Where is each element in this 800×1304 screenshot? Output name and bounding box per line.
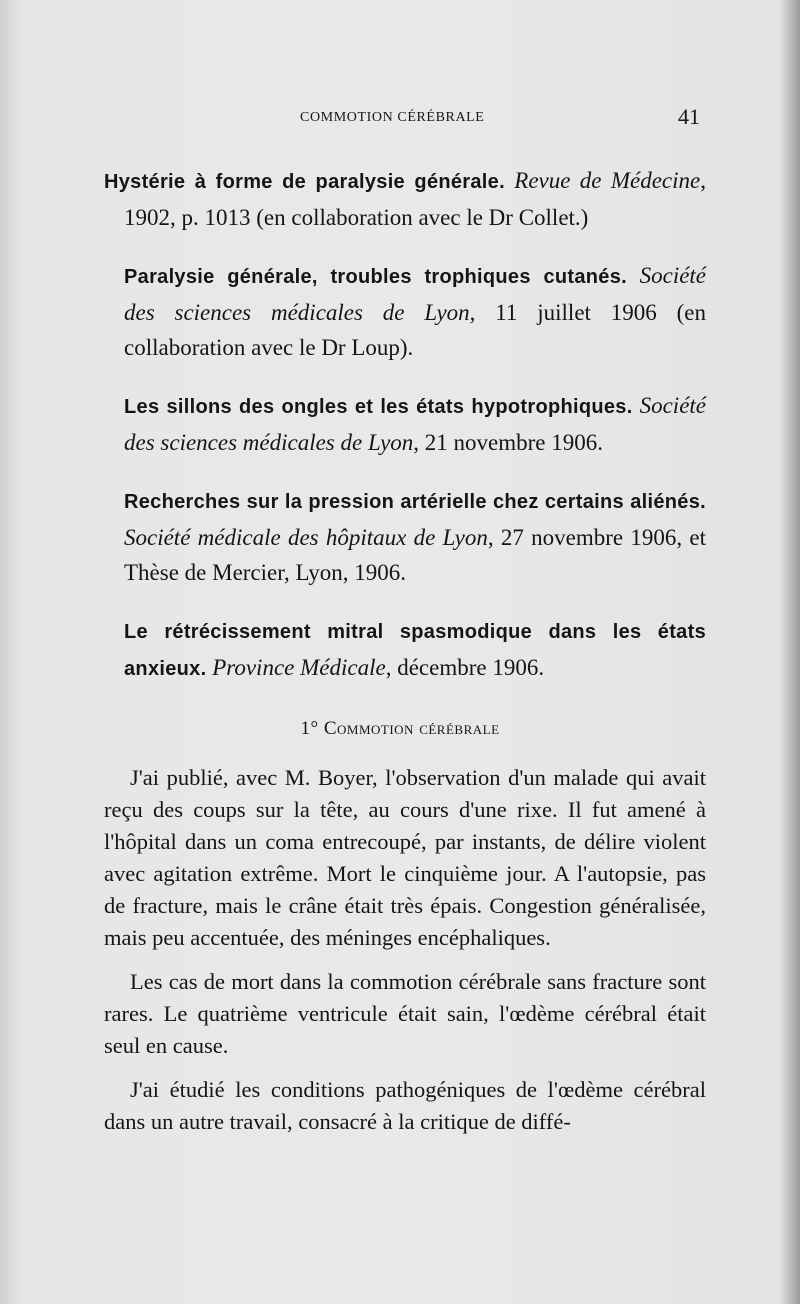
section-heading	[0, 718, 800, 740]
entry-title: Hystérie à forme de paralysie générale.	[104, 171, 505, 193]
entry-title: Recherches sur la pression artérielle chez certains aliénés.	[124, 491, 706, 513]
entry-details: , décembre 1906.	[385, 655, 545, 680]
bibliography-list	[104, 140, 706, 701]
entry-details: , 21 novembre 1906.	[413, 430, 603, 455]
paragraph: Les cas de mort dans la commotion cérébrale sans fracture sont rares. Le quatrième ventricule était sain, l'œdème cérébral était seul en cause.	[104, 969, 706, 1058]
entry-source: Revue de Médecine	[514, 168, 701, 193]
running-title: COMMOTION CÉRÉBRALE	[300, 110, 485, 125]
body-text	[104, 762, 706, 1150]
entry-details: , 11 juillet 1906 (en collaboration avec le Dr Loup).	[124, 300, 706, 360]
bibliography-entry	[104, 613, 706, 687]
paragraph: J'ai publié, avec M. Boyer, l'observation d'un malade qui avait reçu des coups sur la tête, au cours d'une rixe. Il fut amené à l'hôpital dans un coma entrecoupé, par instants, de délire violent avec agitation extrême. Mort le cinquième jour. A l'autopsie, pas de fracture, mais le crâne était très épais. Congestion généralisée, mais peu accentuée, des méninges encéphaliques.	[104, 765, 706, 950]
paragraph: J'ai étudié les conditions pathogéniques de l'œdème cérébral dans un autre travail, consacré à la critique de diffé-	[104, 1077, 706, 1134]
entry-source: Société médicale des hôpitaux de Lyon	[124, 525, 488, 550]
entry-title: Paralysie générale, troubles trophiques cutanés.	[124, 266, 628, 288]
entry-source: Société des sciences médicales de Lyon	[124, 393, 706, 455]
bibliography-entry	[104, 483, 706, 590]
entry-source: Société des sciences médicales de Lyon	[124, 263, 707, 325]
bibliography-entry	[104, 163, 706, 235]
entry-details: , 1902, p. 1013 (en collaboration avec le Dr Collet.)	[124, 168, 706, 230]
section-title: Commotion cérébrale	[323, 718, 500, 739]
page-number: 41	[678, 104, 700, 129]
section-number: 1°	[300, 718, 319, 739]
entry-details: , 27 novembre 1906, et Thèse de Mercier, Lyon, 1906.	[124, 525, 706, 585]
bibliography-entry	[104, 388, 706, 460]
page-header	[0, 104, 800, 134]
entry-title: Les sillons des ongles et les états hypotrophiques.	[124, 396, 633, 418]
entry-source: Province Médicale	[212, 655, 386, 680]
bibliography-entry	[104, 258, 706, 365]
entry-title: Le rétrécissement mitral spasmodique dans les états anxieux.	[124, 621, 706, 680]
